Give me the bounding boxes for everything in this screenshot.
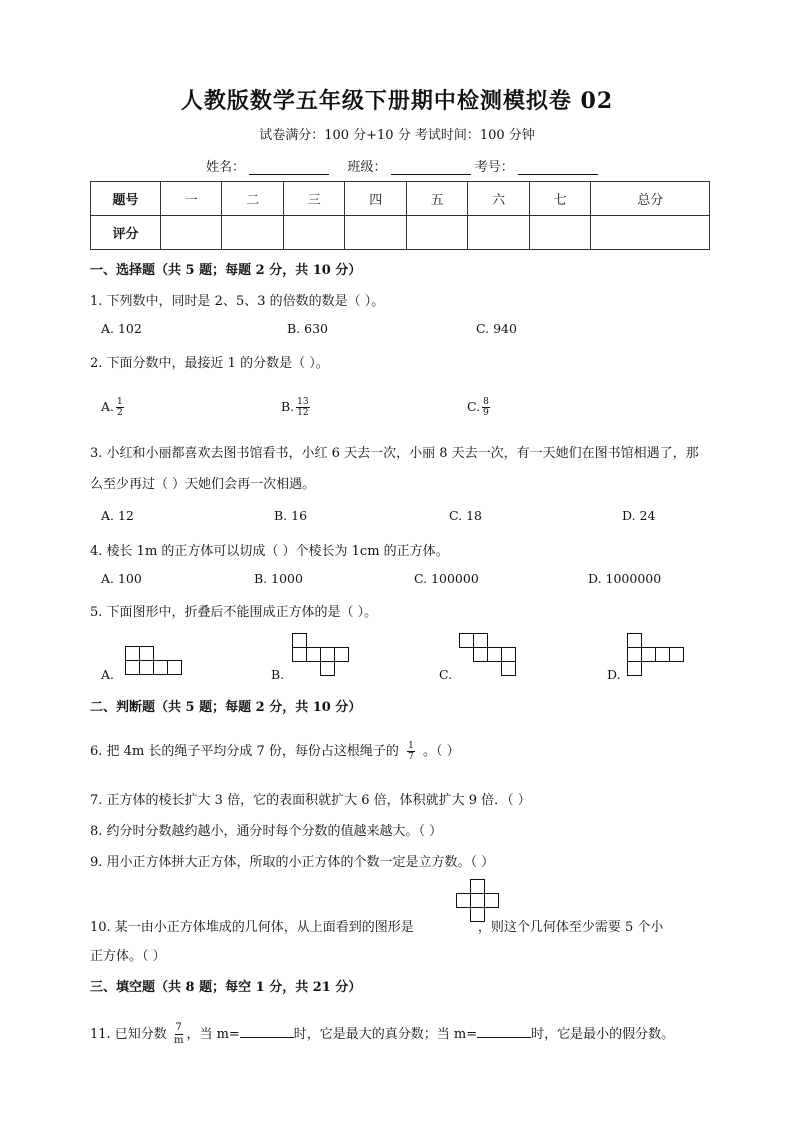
- q11-text: 11. 已知分数: [90, 1027, 167, 1042]
- question-10-line1: [90, 916, 663, 935]
- denominator: 9: [483, 408, 489, 418]
- q4-option-c[interactable]: C. 100000: [414, 571, 479, 586]
- q3-option-c[interactable]: C. 18: [449, 508, 482, 523]
- question-5-stem: 5. 下面图形中，折叠后不能围成正方体的是（ ）。: [90, 605, 378, 620]
- score-row-label: 评分: [91, 216, 161, 250]
- q10-text: 10. 某一由小正方体堆成的几何体，从上面看到的图形是: [90, 920, 414, 935]
- denominator: 12: [297, 408, 309, 418]
- question-4-stem: 4. 棱长 1m 的正方体可以切成（ ）个棱长为 1cm 的正方体。: [90, 544, 449, 559]
- score-header-cell: 总分: [591, 182, 710, 216]
- score-cell[interactable]: [161, 216, 222, 250]
- q4-option-a[interactable]: A. 100: [101, 571, 142, 586]
- section-heading-choice: 一、选择题（共 5 题；每题 2 分，共 10 分）: [90, 263, 362, 278]
- q1-option-b[interactable]: B. 630: [287, 321, 328, 336]
- exam-subtitle: 试卷满分：100 分+10 分 考试时间：100 分钟: [259, 128, 535, 143]
- score-cell[interactable]: [406, 216, 467, 250]
- q2-option-b[interactable]: [281, 397, 310, 418]
- question-8: 8. 约分时分数越约越小，通分时每个分数的值越来越大。（ ）: [90, 824, 443, 839]
- q3-option-a[interactable]: A. 12: [101, 508, 134, 523]
- numerator: 1: [408, 741, 414, 751]
- score-header-cell: 七: [529, 182, 590, 216]
- question-10-line2: 正方体。（ ）: [90, 949, 166, 964]
- q5-option-b-label[interactable]: B.: [271, 667, 285, 682]
- q1-option-a[interactable]: A. 102: [101, 321, 142, 336]
- top-view-figure: [454, 878, 500, 924]
- answer-blank[interactable]: [240, 1025, 294, 1038]
- section-heading-fill: 三、填空题（共 8 题；每空 1 分，共 21 分）: [90, 980, 362, 995]
- score-value-row: [91, 216, 710, 250]
- q2-option-a[interactable]: [101, 397, 124, 418]
- score-header-cell: 题号: [91, 182, 161, 216]
- denominator: 2: [117, 408, 123, 418]
- question-7: 7. 正方体的棱长扩大 3 倍，它的表面积就扩大 6 倍，体积就扩大 9 倍．（ ）: [90, 793, 531, 808]
- q4-option-b[interactable]: B. 1000: [254, 571, 303, 586]
- q6-text: 6. 把 4m 长的绳子平均分成 7 份，每份占这根绳子的: [90, 744, 399, 759]
- score-table: [90, 181, 710, 250]
- class-label: 班级：: [347, 160, 387, 175]
- q6-answer-slot[interactable]: 。（ ）: [422, 744, 460, 759]
- score-cell[interactable]: [345, 216, 406, 250]
- q5-option-d-label[interactable]: D.: [607, 667, 621, 682]
- score-header-row: [91, 182, 710, 216]
- score-header-cell: 四: [345, 182, 406, 216]
- q4-option-d[interactable]: D. 1000000: [588, 571, 662, 586]
- q11-text: 时，它是最大的真分数；当 m=: [293, 1027, 478, 1042]
- score-cell[interactable]: [529, 216, 590, 250]
- denominator: 7: [408, 752, 414, 762]
- numerator: 13: [297, 397, 309, 407]
- question-11: [90, 1022, 674, 1047]
- fraction: [296, 397, 309, 418]
- fraction: [116, 397, 124, 418]
- fraction: [407, 741, 415, 762]
- q1-option-c[interactable]: C. 940: [476, 321, 517, 336]
- q5-option-a-label[interactable]: A.: [101, 667, 115, 682]
- score-header-cell: 六: [468, 182, 529, 216]
- question-3-stem: 3. 小红和小丽都喜欢去图书馆看书，小红 6 天去一次，小丽 8 天去一次，有一天她们在图书馆相遇了，那么至少再过（ ）天她们会再一次相遇。: [90, 446, 699, 492]
- score-header-cell: 一: [161, 182, 222, 216]
- cube-net-c: [457, 632, 517, 678]
- score-header-cell: 三: [283, 182, 344, 216]
- q10-text-cont: ，则这个几何体至少需要 5 个小: [477, 920, 664, 935]
- name-field[interactable]: [249, 160, 329, 175]
- score-cell[interactable]: [283, 216, 344, 250]
- score-cell[interactable]: [591, 216, 710, 250]
- class-field[interactable]: [391, 160, 471, 175]
- score-cell[interactable]: [222, 216, 283, 250]
- score-cell[interactable]: [468, 216, 529, 250]
- score-header-cell: 五: [406, 182, 467, 216]
- option-label: C.: [467, 399, 481, 414]
- q11-text: ，当 m=: [186, 1027, 240, 1042]
- page-title: 人教版数学五年级下册期中检测模拟卷 02: [180, 88, 614, 114]
- answer-blank[interactable]: [477, 1025, 531, 1038]
- section-heading-judge: 二、判断题（共 5 题；每题 2 分，共 10 分）: [90, 700, 362, 715]
- fraction: [482, 397, 490, 418]
- q5-option-c-label[interactable]: C.: [439, 667, 453, 682]
- option-label: B.: [281, 399, 295, 414]
- q11-text: 时，它是最小的假分数。: [531, 1027, 675, 1042]
- denominator: m: [173, 1035, 184, 1046]
- cube-net-a: [120, 645, 182, 677]
- fraction: [174, 1022, 183, 1047]
- q2-option-c[interactable]: [467, 397, 490, 418]
- question-9: 9. 用小正方体拼大正方体，所取的小正方体的个数一定是立方数。（ ）: [90, 855, 495, 870]
- cube-net-b: [290, 632, 350, 678]
- numerator: 1: [117, 397, 123, 407]
- score-header-cell: 二: [222, 182, 283, 216]
- student-info-row: [206, 156, 598, 175]
- numerator: 7: [175, 1022, 182, 1033]
- cube-net-d: [625, 632, 687, 678]
- q3-option-b[interactable]: B. 16: [274, 508, 308, 523]
- q3-option-d[interactable]: D. 24: [622, 508, 656, 523]
- name-label: 姓名：: [206, 160, 246, 175]
- numerator: 8: [483, 397, 489, 407]
- question-2-stem: 2. 下面分数中，最接近 1 的分数是（ ）。: [90, 356, 329, 371]
- question-1-stem: 1. 下列数中，同时是 2、5、3 的倍数的数是（ ）。: [90, 294, 385, 309]
- option-label: A.: [101, 399, 115, 414]
- exam-no-field[interactable]: [518, 160, 598, 175]
- question-6: [90, 740, 460, 762]
- exam-no-label: 考号：: [474, 160, 514, 175]
